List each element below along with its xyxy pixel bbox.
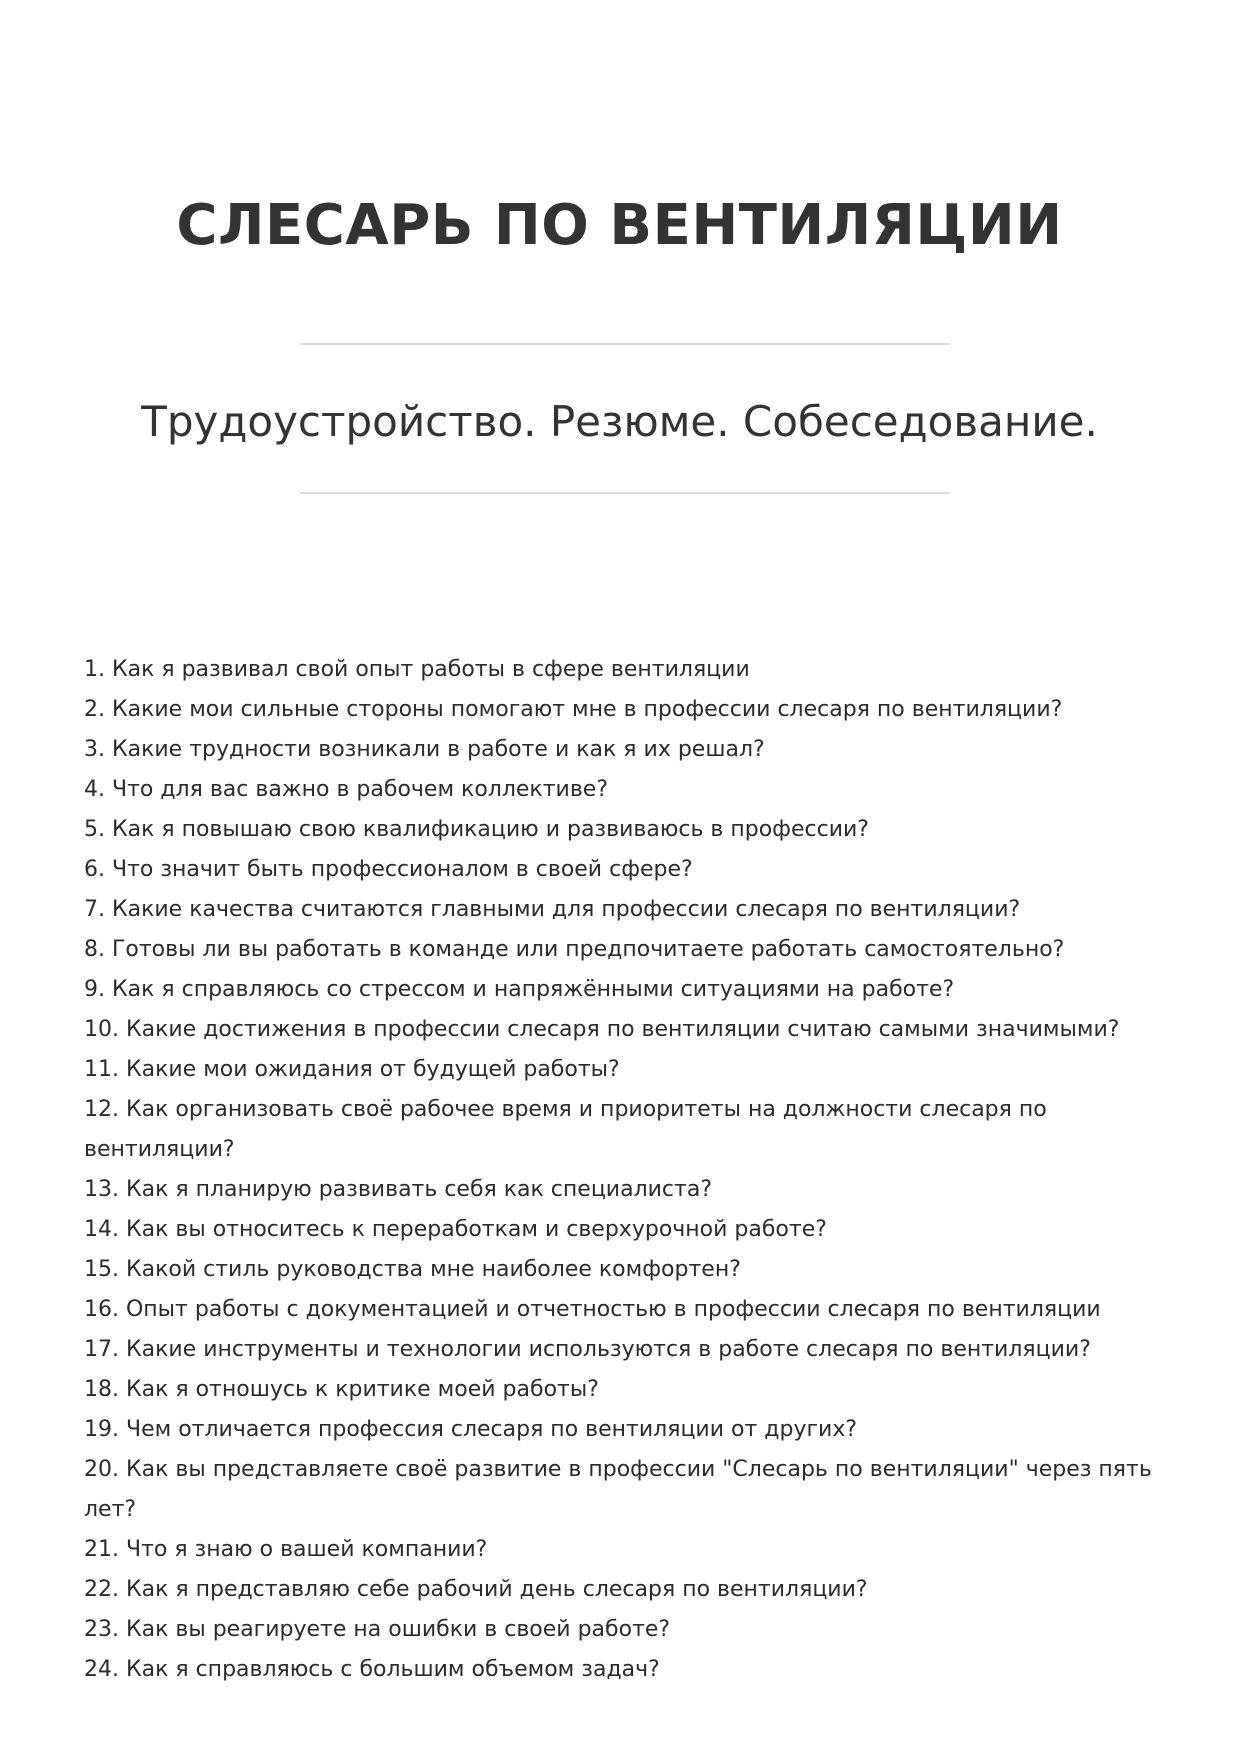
question-item: 9. Как я справляюсь со стрессом и напряжёнными ситуациями на работе? bbox=[84, 977, 955, 1002]
question-item: 4. Что для вас важно в рабочем коллективе? bbox=[84, 777, 609, 802]
question-item: 13. Как я планирую развивать себя как специалиста? bbox=[84, 1177, 712, 1202]
question-item: 10. Какие достижения в профессии слесаря по вентиляции считаю самыми значимыми? bbox=[84, 1017, 1120, 1042]
question-item: 21. Что я знаю о вашей компании? bbox=[84, 1537, 488, 1562]
question-item: 11. Какие мои ожидания от будущей работы? bbox=[84, 1057, 620, 1082]
question-item: 16. Опыт работы с документацией и отчетностью в профессии слесаря по вентиляции bbox=[84, 1297, 1101, 1322]
question-item: 24. Как я справляюсь с большим объемом задач? bbox=[84, 1657, 660, 1682]
question-item: 20. Как вы представляете своё развитие в профессии "Слесарь по вентиляции" через пять лет? bbox=[84, 1457, 1152, 1522]
question-item: 23. Как вы реагируете на ошибки в своей работе? bbox=[84, 1617, 671, 1642]
question-item: 19. Чем отличается профессия слесаря по вентиляции от других? bbox=[84, 1417, 858, 1442]
page-title: СЛЕСАРЬ ПО ВЕНТИЛЯЦИИ bbox=[176, 193, 1063, 258]
question-item: 7. Какие качества считаются главными для профессии слесаря по вентиляции? bbox=[84, 897, 1021, 922]
question-item: 8. Готовы ли вы работать в команде или предпочитаете работать самостоятельно? bbox=[84, 937, 1065, 962]
question-item: 1. Как я развивал свой опыт работы в сфере вентиляции bbox=[84, 657, 750, 682]
question-list bbox=[84, 650, 1164, 1690]
question-item: 22. Как я представляю себе рабочий день слесаря по вентиляции? bbox=[84, 1577, 868, 1602]
question-item: 15. Какой стиль руководства мне наиболее комфортен? bbox=[84, 1257, 741, 1282]
question-item: 2. Какие мои сильные стороны помогают мне в профессии слесаря по вентиляции? bbox=[84, 697, 1063, 722]
page-subtitle: Трудоустройство. Резюме. Собеседование. bbox=[141, 397, 1098, 446]
divider-bottom bbox=[300, 492, 950, 494]
question-item: 12. Как организовать своё рабочее время и приоритеты на должности слесаря по вентиляции? bbox=[84, 1097, 1047, 1162]
question-item: 3. Какие трудности возникали в работе и как я их решал? bbox=[84, 737, 765, 762]
question-item: 17. Какие инструменты и технологии используются в работе слесаря по вентиляции? bbox=[84, 1337, 1091, 1362]
divider-top bbox=[300, 343, 950, 345]
question-item: 5. Как я повышаю свою квалификацию и развиваюсь в профессии? bbox=[84, 817, 869, 842]
question-item: 6. Что значит быть профессионалом в своей сфере? bbox=[84, 857, 693, 882]
question-item: 14. Как вы относитесь к переработкам и сверхурочной работе? bbox=[84, 1217, 827, 1242]
question-item: 18. Как я отношусь к критике моей работы? bbox=[84, 1377, 599, 1402]
